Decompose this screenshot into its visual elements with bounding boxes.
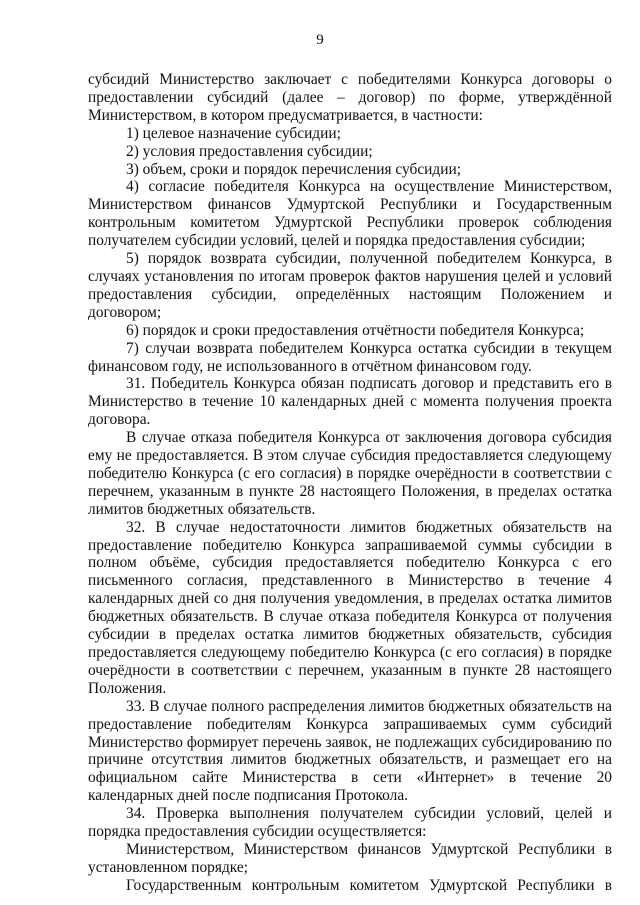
clause-34-committee: Государственным контрольным комитетом Удмуртской Республики в bbox=[126, 876, 612, 894]
list-item-1: 1) целевое назначение субсидии; bbox=[126, 124, 341, 142]
list-item-7: 7) случаи возврата победителем Конкурса остатка субсидии в текущем финансовом году, не использованного в отчётном финансовом году. bbox=[88, 339, 612, 375]
clause-33: 33. В случае полного распределения лимитов бюджетных обязательств на предоставление победителям Конкурса запрашиваемых сумм субсидий Министерство формирует перечень заявок, не подлежащих субсидированию по причине отсутствия лимитов бюджетных обязательств, и размещает его на официальном сайте Министерства в сети «Интернет» в течение 20 календарных дней после подписания Протокола. bbox=[88, 697, 612, 805]
clause-34: 34. Проверка выполнения получателем субсидии условий, целей и порядка предоставления субсидии осуществляется: bbox=[88, 805, 612, 841]
list-item-4: 4) согласие победителя Конкурса на осуществление Министерством, Министерством финансов Удмуртской Республики и Государственным контрольным комитетом Удмуртской Республики проверок соблюдения получателем субсидии условий, целей и порядка предоставления субсидии; bbox=[88, 178, 612, 250]
clause-31-refusal: В случае отказа победителя Конкурса от заключения договора субсидия ему не предоставляется. В этом случае субсидия предоставляется следующему победителю Конкурса (с его согласия) в порядке очерёдности в соответствии с перечнем, указанным в пункте 28 настоящего Положения, в пределах остатка лимитов бюджетных обязательств. bbox=[88, 429, 612, 518]
list-item-5: 5) порядок возврата субсидии, полученной победителем Конкурса, в случаях установления по итогам проверок фактов нарушения целей и условий предоставления субсидии, определённых настоящим Положением и договором; bbox=[88, 250, 612, 321]
clause-34-ministry: Министерством, Министерством финансов Удмуртской Республики в установленном порядке; bbox=[88, 840, 612, 876]
list-item-6: 6) порядок и сроки предоставления отчётности победителя Конкурса; bbox=[126, 321, 585, 339]
document-body bbox=[88, 71, 612, 895]
paragraph-continuation: субсидий Министерство заключает с победителями Конкурса договоры о предоставлении субсидий (далее – договор) по форме, утверждённой Министерством, в котором предусматривается, в частности: bbox=[88, 71, 612, 124]
clause-32: 32. В случае недостаточности лимитов бюджетных обязательств на предоставление победителю Конкурса запрашиваемой суммы субсидии в полном объёме, субсидия предоставляется победителю Конкурса с его письменного согласия, представленного в Министерство в течение 4 календарных дней со дня получения уведомления, в пределах остатка лимитов бюджетных обязательств. В случае отказа победителя Конкурса от получения субсидии в пределах остатка лимитов бюджетных обязательств, субсидия предоставляется следующему победителю Конкурса (с его согласия) в порядке очерёдности в соответствии с перечнем, указанным в пункте 28 настоящего Положения. bbox=[88, 518, 612, 697]
page-number: 9 bbox=[316, 32, 324, 48]
list-item-3: 3) объем, сроки и порядок перечисления субсидии; bbox=[126, 160, 461, 178]
list-item-2: 2) условия предоставления субсидии; bbox=[126, 142, 373, 160]
clause-31: 31. Победитель Конкурса обязан подписать договор и представить его в Министерство в течение 10 календарных дней с момента получения проекта договора. bbox=[88, 375, 612, 429]
